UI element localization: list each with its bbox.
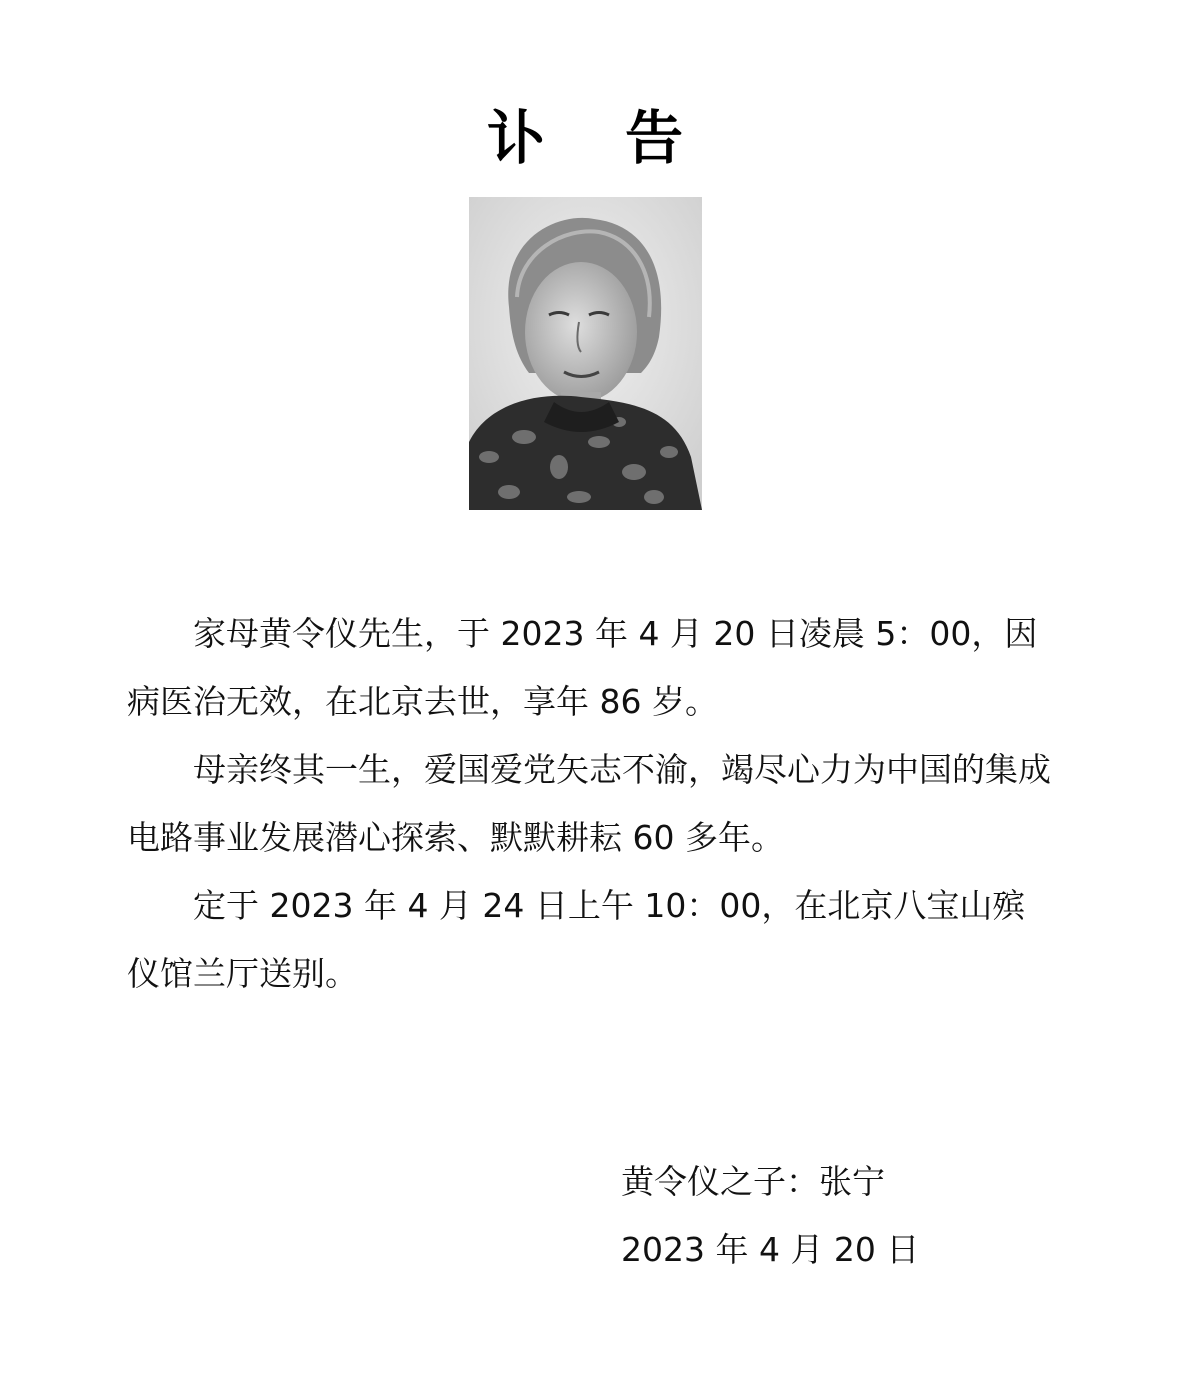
page-title xyxy=(0,98,1170,178)
signature-date: 2023 年 4 月 20 日 xyxy=(621,1230,920,1269)
title-char-2: 告 xyxy=(625,104,684,172)
signer: 黄令仪之子：张宁 xyxy=(621,1162,885,1201)
title-char-1: 讣 xyxy=(486,104,545,172)
paragraph-announcement: 家母黄令仪先生，于 2023 年 4 月 20 日凌晨 5：00，因病医治无效，在北京去世，享年 86 岁。 xyxy=(127,614,1038,721)
portrait-photo xyxy=(469,197,702,510)
notice-body xyxy=(127,600,1052,1008)
paragraph-tribute: 母亲终其一生，爱国爱党矢志不渝，竭尽心力为中国的集成电路事业发展潜心探索、默默耕耘 60 多年。 xyxy=(127,750,1051,857)
signature-block xyxy=(621,1148,919,1284)
paragraph-farewell: 定于 2023 年 4 月 24 日上午 10：00，在北京八宝山殡仪馆兰厅送别。 xyxy=(127,886,1026,993)
